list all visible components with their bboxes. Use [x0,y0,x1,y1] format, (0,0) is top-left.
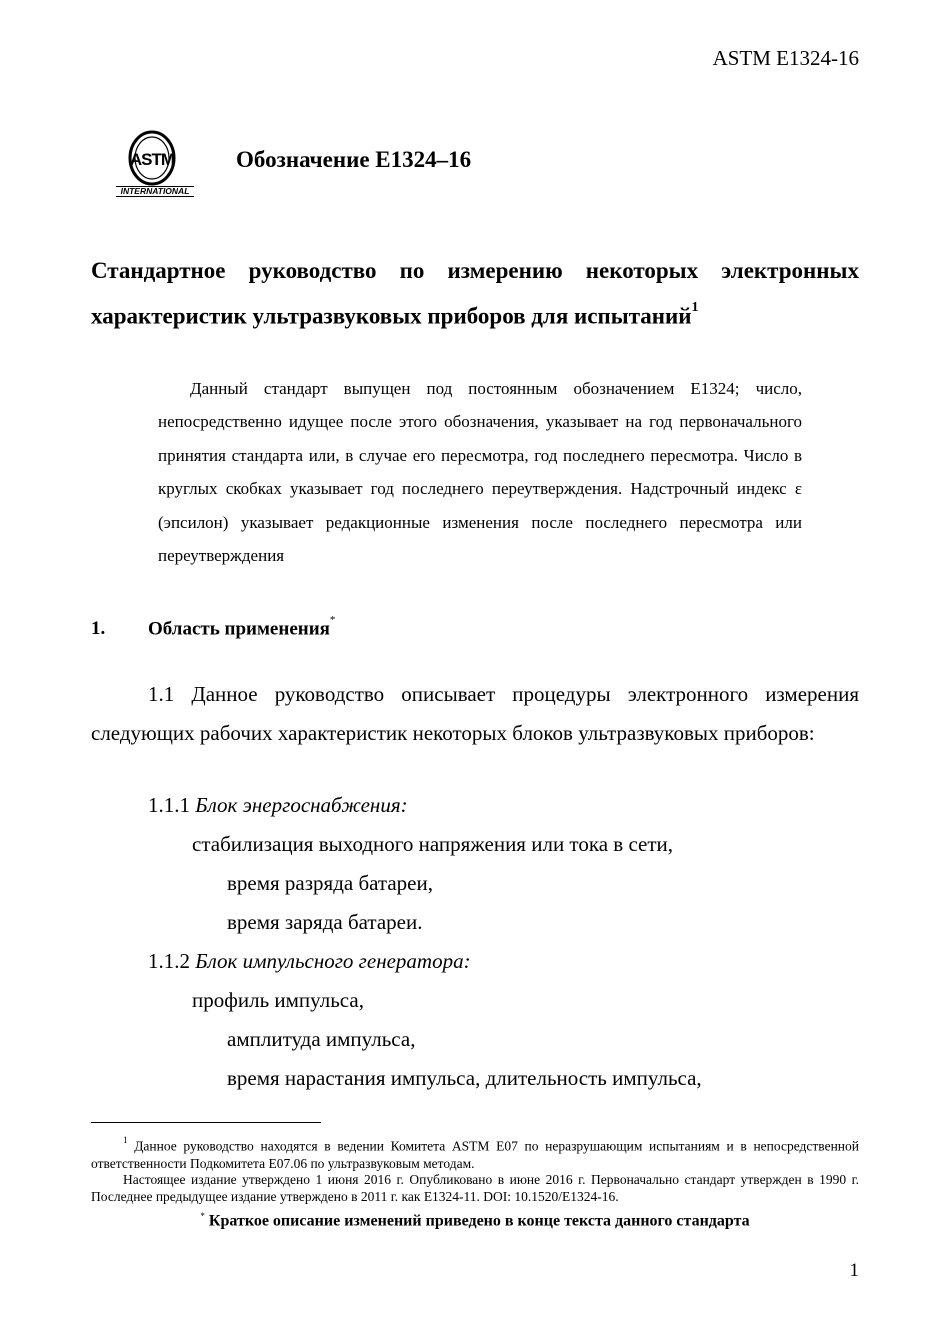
subsection-number: 1.1.1 [148,793,190,817]
subsection-title: Блок импульсного генератора: [195,949,471,973]
document-title [91,250,859,337]
list-item: профиль импульса, [192,988,364,1012]
footnote-summary [91,1211,859,1230]
preamble-paragraph: Данный стандарт выпущен под постоянным обозначением E1324; число, непосредственно идущее после этого обозначения, указывает на год первоначального принятия стандарта или, в случае его пересмотра, год последнего пересмотра. Число в круглых скобках указывает год последнего переутверждения. Надстрочный индекс ε (эпсилон) указывает редакционные изменения после последнего пересмотра или переутверждения [158,379,802,566]
paragraph-1-1: 1.1 Данное руководство описывает процедуры электронного измерения следующих рабочих характеристик некоторых блоков ультразвуковых приборов: [91,682,859,745]
logo-subtitle: INTERNATIONAL [120,186,190,196]
title-footnote-ref: 1 [691,300,699,315]
footnote-1-edition: Настоящее издание утверждено 1 июня 2016 г. Опубликовано в июне 2016 г. Первоначально стандарт утвержден в 1990 г. Последнее предыдущее издание утверждено в 2011 г. как E1324-11. DOI: 10.1520/E1324-16. [91,1172,859,1204]
designation-heading: Обозначение E1324–16 [236,147,472,172]
subsection-number: 1.1.2 [148,949,190,973]
footnote-separator [91,1122,321,1123]
subsection-1-1-2 [148,949,471,974]
list-item: амплитуда импульса, [227,1027,416,1051]
page-number: 1 [849,1260,859,1281]
subsection-title: Блок энергоснабжения: [195,793,408,817]
footnote-mark: 1 [123,1135,128,1145]
section-title-ref: * [329,614,336,626]
subsection-1-1-1 [148,793,408,818]
logo-wordmark: ASTM [129,150,175,169]
section-title [148,614,336,640]
astm-logo [112,128,196,200]
footnote-text: Краткое описание изменений приведено в конце текста данного стандарта [208,1212,750,1230]
list-item: время разряда батареи, [227,871,433,895]
title-text: Стандартное руководство по измерению некоторых электронных характеристик ультразвуковых приборов для испытаний [91,258,859,329]
footnote-1 [91,1134,859,1172]
footnote-mark: * [200,1211,205,1221]
section-number: 1. [91,618,106,639]
list-item: стабилизация выходного напряжения или тока в сети, [192,832,674,856]
list-item: время заряда батареи. [227,910,423,934]
footnote-text: Данное руководство находятся в ведении Комитета ASTM E07 по неразрушающим испытаниям и в непосредственной ответственности Подкомитета E07.06 по ультразвуковым методам. [91,1138,860,1171]
astm-logo-icon [112,128,196,200]
document-code-header: ASTM E1324-16 [712,46,859,70]
list-item: время нарастания импульса, длительность импульса, [227,1066,702,1090]
section-title-text: Область применения [148,618,330,640]
